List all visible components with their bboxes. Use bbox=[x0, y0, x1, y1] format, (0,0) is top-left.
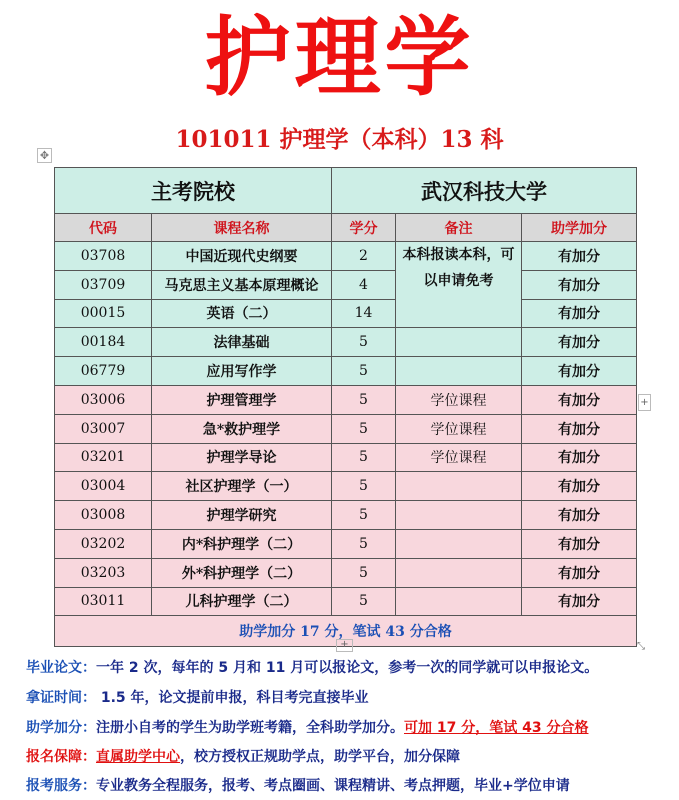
course-note: 学位课程 bbox=[396, 414, 522, 443]
info-guarantee bbox=[26, 746, 679, 766]
course-note bbox=[396, 357, 522, 386]
course-name: 英语（二） bbox=[152, 299, 332, 328]
table-row bbox=[55, 443, 637, 472]
bonus-text: 注册小自考的学生为助学班考籍，全科助学加分。 bbox=[96, 720, 404, 736]
course-note: 学位课程 bbox=[396, 443, 522, 472]
course-name: 马克思主义基本原理概论 bbox=[152, 270, 332, 299]
table-row bbox=[55, 558, 637, 587]
course-code: 03008 bbox=[55, 501, 152, 530]
course-note bbox=[396, 501, 522, 530]
service-label: 报考服务： bbox=[26, 778, 96, 794]
table-row bbox=[55, 529, 637, 558]
guarantee-highlight: 直属助学中心 bbox=[96, 749, 180, 765]
course-note bbox=[396, 558, 522, 587]
course-code: 03011 bbox=[55, 587, 152, 616]
info-cert bbox=[26, 687, 679, 707]
course-name: 急*救护理学 bbox=[152, 414, 332, 443]
add-row-button[interactable]: + bbox=[336, 639, 353, 652]
course-credit: 5 bbox=[332, 529, 396, 558]
table-row bbox=[55, 501, 637, 530]
course-bonus: 有加分 bbox=[522, 299, 637, 328]
col-header-credit: 学分 bbox=[332, 214, 396, 242]
course-credit: 2 bbox=[332, 242, 396, 271]
course-credit: 5 bbox=[332, 587, 396, 616]
table-move-handle[interactable]: ✥ bbox=[37, 148, 52, 163]
course-name: 护理学导论 bbox=[152, 443, 332, 472]
table-row bbox=[55, 587, 637, 616]
course-name: 法律基础 bbox=[152, 328, 332, 357]
table-row bbox=[55, 270, 637, 299]
course-bonus: 有加分 bbox=[522, 558, 637, 587]
course-name: 社区护理学（一） bbox=[152, 472, 332, 501]
course-code: 03708 bbox=[55, 242, 152, 271]
course-credit: 5 bbox=[332, 328, 396, 357]
course-name: 内*科护理学（二） bbox=[152, 529, 332, 558]
course-name: 儿科护理学（二） bbox=[152, 587, 332, 616]
col-header-note: 备注 bbox=[396, 214, 522, 242]
header-university-name: 武汉科技大学 bbox=[332, 168, 637, 214]
course-code: 03202 bbox=[55, 529, 152, 558]
course-code: 03007 bbox=[55, 414, 152, 443]
course-bonus: 有加分 bbox=[522, 501, 637, 530]
guarantee-text: ，校方授权正规助学点，助学平台，加分保障 bbox=[180, 749, 460, 765]
course-note bbox=[396, 587, 522, 616]
course-code: 03203 bbox=[55, 558, 152, 587]
course-bonus: 有加分 bbox=[522, 270, 637, 299]
table-row bbox=[55, 414, 637, 443]
cert-text: 1.5 年，论文提前申报，科目考完直接毕业 bbox=[96, 690, 369, 706]
course-bonus: 有加分 bbox=[522, 385, 637, 414]
course-note: 学位课程 bbox=[396, 385, 522, 414]
course-note bbox=[396, 472, 522, 501]
course-name: 应用写作学 bbox=[152, 357, 332, 386]
course-name: 护理学研究 bbox=[152, 501, 332, 530]
bonus-highlight: 可加 17 分，笔试 43 分合格 bbox=[404, 720, 589, 736]
course-bonus: 有加分 bbox=[522, 587, 637, 616]
page-title: 护理学 bbox=[204, 8, 475, 108]
table-row bbox=[55, 472, 637, 501]
course-code: 00015 bbox=[55, 299, 152, 328]
course-name: 护理管理学 bbox=[152, 385, 332, 414]
course-credit: 14 bbox=[332, 299, 396, 328]
course-note bbox=[396, 529, 522, 558]
course-code: 03006 bbox=[55, 385, 152, 414]
table-row bbox=[55, 299, 637, 328]
table-row bbox=[55, 242, 637, 271]
exempt-note: 本科报读本科，可以申请免考 bbox=[396, 242, 522, 328]
course-code: 03709 bbox=[55, 270, 152, 299]
course-name: 外*科护理学（二） bbox=[152, 558, 332, 587]
course-credit: 4 bbox=[332, 270, 396, 299]
table-row bbox=[55, 328, 637, 357]
add-column-button[interactable]: + bbox=[638, 394, 651, 411]
course-bonus: 有加分 bbox=[522, 242, 637, 271]
thesis-text: 一年 2 次，每年的 5 月和 11 月可以报论文，参考一次的同学就可以申报论文。 bbox=[96, 660, 599, 676]
summary-text: 助学加分 17 分，笔试 43 分合格 bbox=[55, 616, 637, 647]
course-name: 中国近现代史纲要 bbox=[152, 242, 332, 271]
table-row bbox=[55, 357, 637, 386]
col-header-bonus: 助学加分 bbox=[522, 214, 637, 242]
info-thesis bbox=[26, 657, 679, 677]
course-bonus: 有加分 bbox=[522, 328, 637, 357]
course-bonus: 有加分 bbox=[522, 443, 637, 472]
course-bonus: 有加分 bbox=[522, 529, 637, 558]
cert-label: 拿证时间： bbox=[26, 690, 96, 706]
bonus-label: 助学加分： bbox=[26, 720, 96, 736]
course-credit: 5 bbox=[332, 385, 396, 414]
course-credit: 5 bbox=[332, 501, 396, 530]
service-text: 专业教务全程服务，报考、考点圈画、课程精讲、考点押题，毕业+学位申请 bbox=[96, 778, 570, 794]
table-row bbox=[55, 385, 637, 414]
course-bonus: 有加分 bbox=[522, 472, 637, 501]
header-exam-school-label: 主考院校 bbox=[55, 168, 332, 214]
col-header-code: 代码 bbox=[55, 214, 152, 242]
course-code: 03004 bbox=[55, 472, 152, 501]
course-credit: 5 bbox=[332, 472, 396, 501]
course-bonus: 有加分 bbox=[522, 414, 637, 443]
course-bonus: 有加分 bbox=[522, 357, 637, 386]
thesis-label: 毕业论文： bbox=[26, 660, 96, 676]
course-code: 06779 bbox=[55, 357, 152, 386]
course-table bbox=[54, 167, 637, 647]
course-note bbox=[396, 328, 522, 357]
info-bonus bbox=[26, 717, 679, 737]
guarantee-label: 报名保障： bbox=[26, 749, 96, 765]
page-subtitle: 101011 护理学（本科）13 科 bbox=[175, 126, 504, 153]
course-credit: 5 bbox=[332, 558, 396, 587]
course-code: 03201 bbox=[55, 443, 152, 472]
info-service bbox=[26, 775, 679, 795]
col-header-course-name: 课程名称 bbox=[152, 214, 332, 242]
course-credit: 5 bbox=[332, 357, 396, 386]
course-code: 00184 bbox=[55, 328, 152, 357]
course-credit: 5 bbox=[332, 443, 396, 472]
table-resize-handle[interactable]: ⤡ bbox=[637, 641, 645, 652]
course-credit: 5 bbox=[332, 414, 396, 443]
